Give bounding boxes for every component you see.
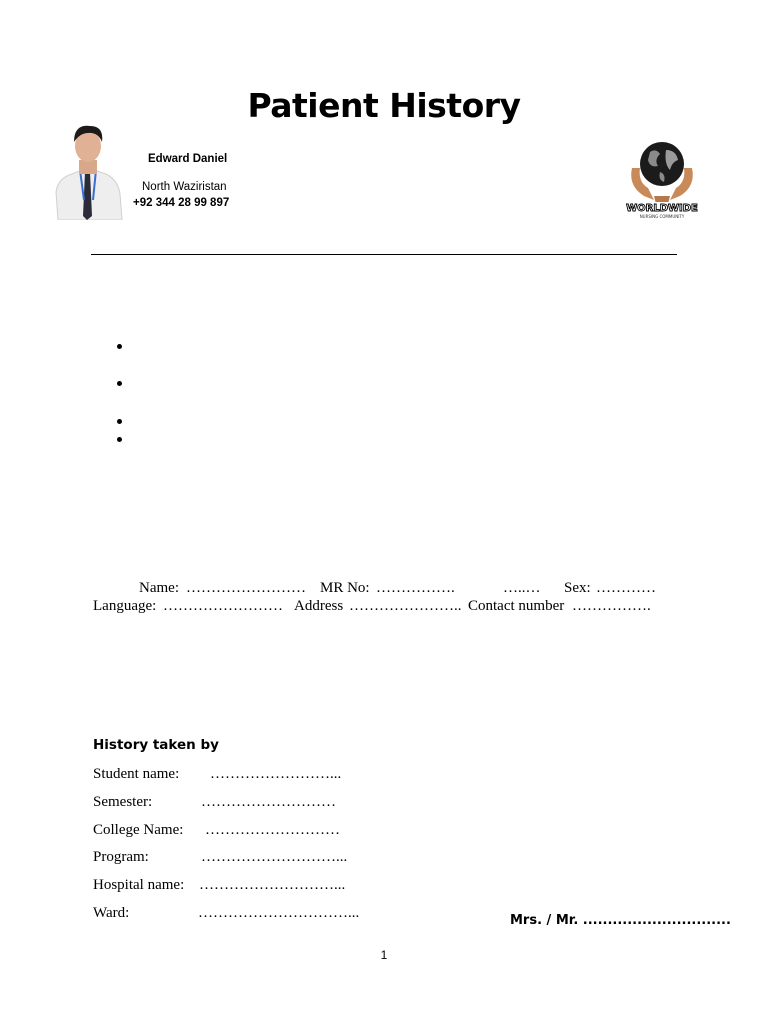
address-label: Address (294, 598, 344, 614)
language-field[interactable]: …………………… (163, 598, 283, 614)
mr-label: MR No: (320, 580, 370, 596)
empty-bullet (116, 436, 124, 444)
empty-bullet (116, 343, 124, 351)
empty-bullet (116, 418, 124, 426)
college-name-label: College Name: (93, 822, 184, 838)
name-field[interactable]: …………………… (186, 580, 306, 596)
ward-field[interactable]: …………………………... (198, 905, 360, 921)
page-title: Patient History (247, 86, 521, 125)
language-label: Language: (93, 598, 157, 614)
sex-field[interactable]: ………… (596, 580, 656, 596)
program-field[interactable]: ………………………... (201, 849, 348, 865)
student-name-field[interactable]: ……………………... (210, 766, 342, 782)
address-field[interactable]: ………………….. (349, 598, 462, 614)
author-phone: +92 344 28 99 897 (133, 197, 230, 209)
header-divider (91, 254, 677, 255)
empty-bullet (116, 380, 124, 388)
semester-label: Semester: (93, 794, 153, 810)
signature-line[interactable]: Mrs. / Mr. .............................. (510, 913, 731, 928)
contact-field[interactable]: ……………. (572, 598, 651, 614)
author-location: North Waziristan (142, 181, 227, 193)
program-label: Program: (93, 849, 149, 865)
student-name-label: Student name: (93, 766, 180, 782)
mr-field[interactable]: ……………. (376, 580, 455, 596)
extra-field[interactable]: …..… (503, 580, 541, 596)
page-number: 1 (380, 948, 388, 962)
college-name-field[interactable]: ……………………… (205, 822, 340, 838)
hospital-name-label: Hospital name: (93, 877, 185, 893)
contact-label: Contact number (468, 598, 565, 614)
author-photo (52, 120, 124, 220)
logo-wordmark: WORLDWIDE (626, 203, 698, 214)
worldwide-nursing-logo (624, 138, 700, 220)
author-name: Edward Daniel (148, 153, 228, 165)
ward-label: Ward: (93, 905, 130, 921)
name-label: Name: (139, 580, 179, 596)
history-taken-by-heading: History taken by (93, 737, 219, 753)
hospital-name-field[interactable]: ………………………... (199, 877, 346, 893)
semester-field[interactable]: ……………………… (201, 794, 336, 810)
logo-subtext: NURSING COMMUNITY (639, 214, 685, 219)
sex-label: Sex: (564, 580, 591, 596)
